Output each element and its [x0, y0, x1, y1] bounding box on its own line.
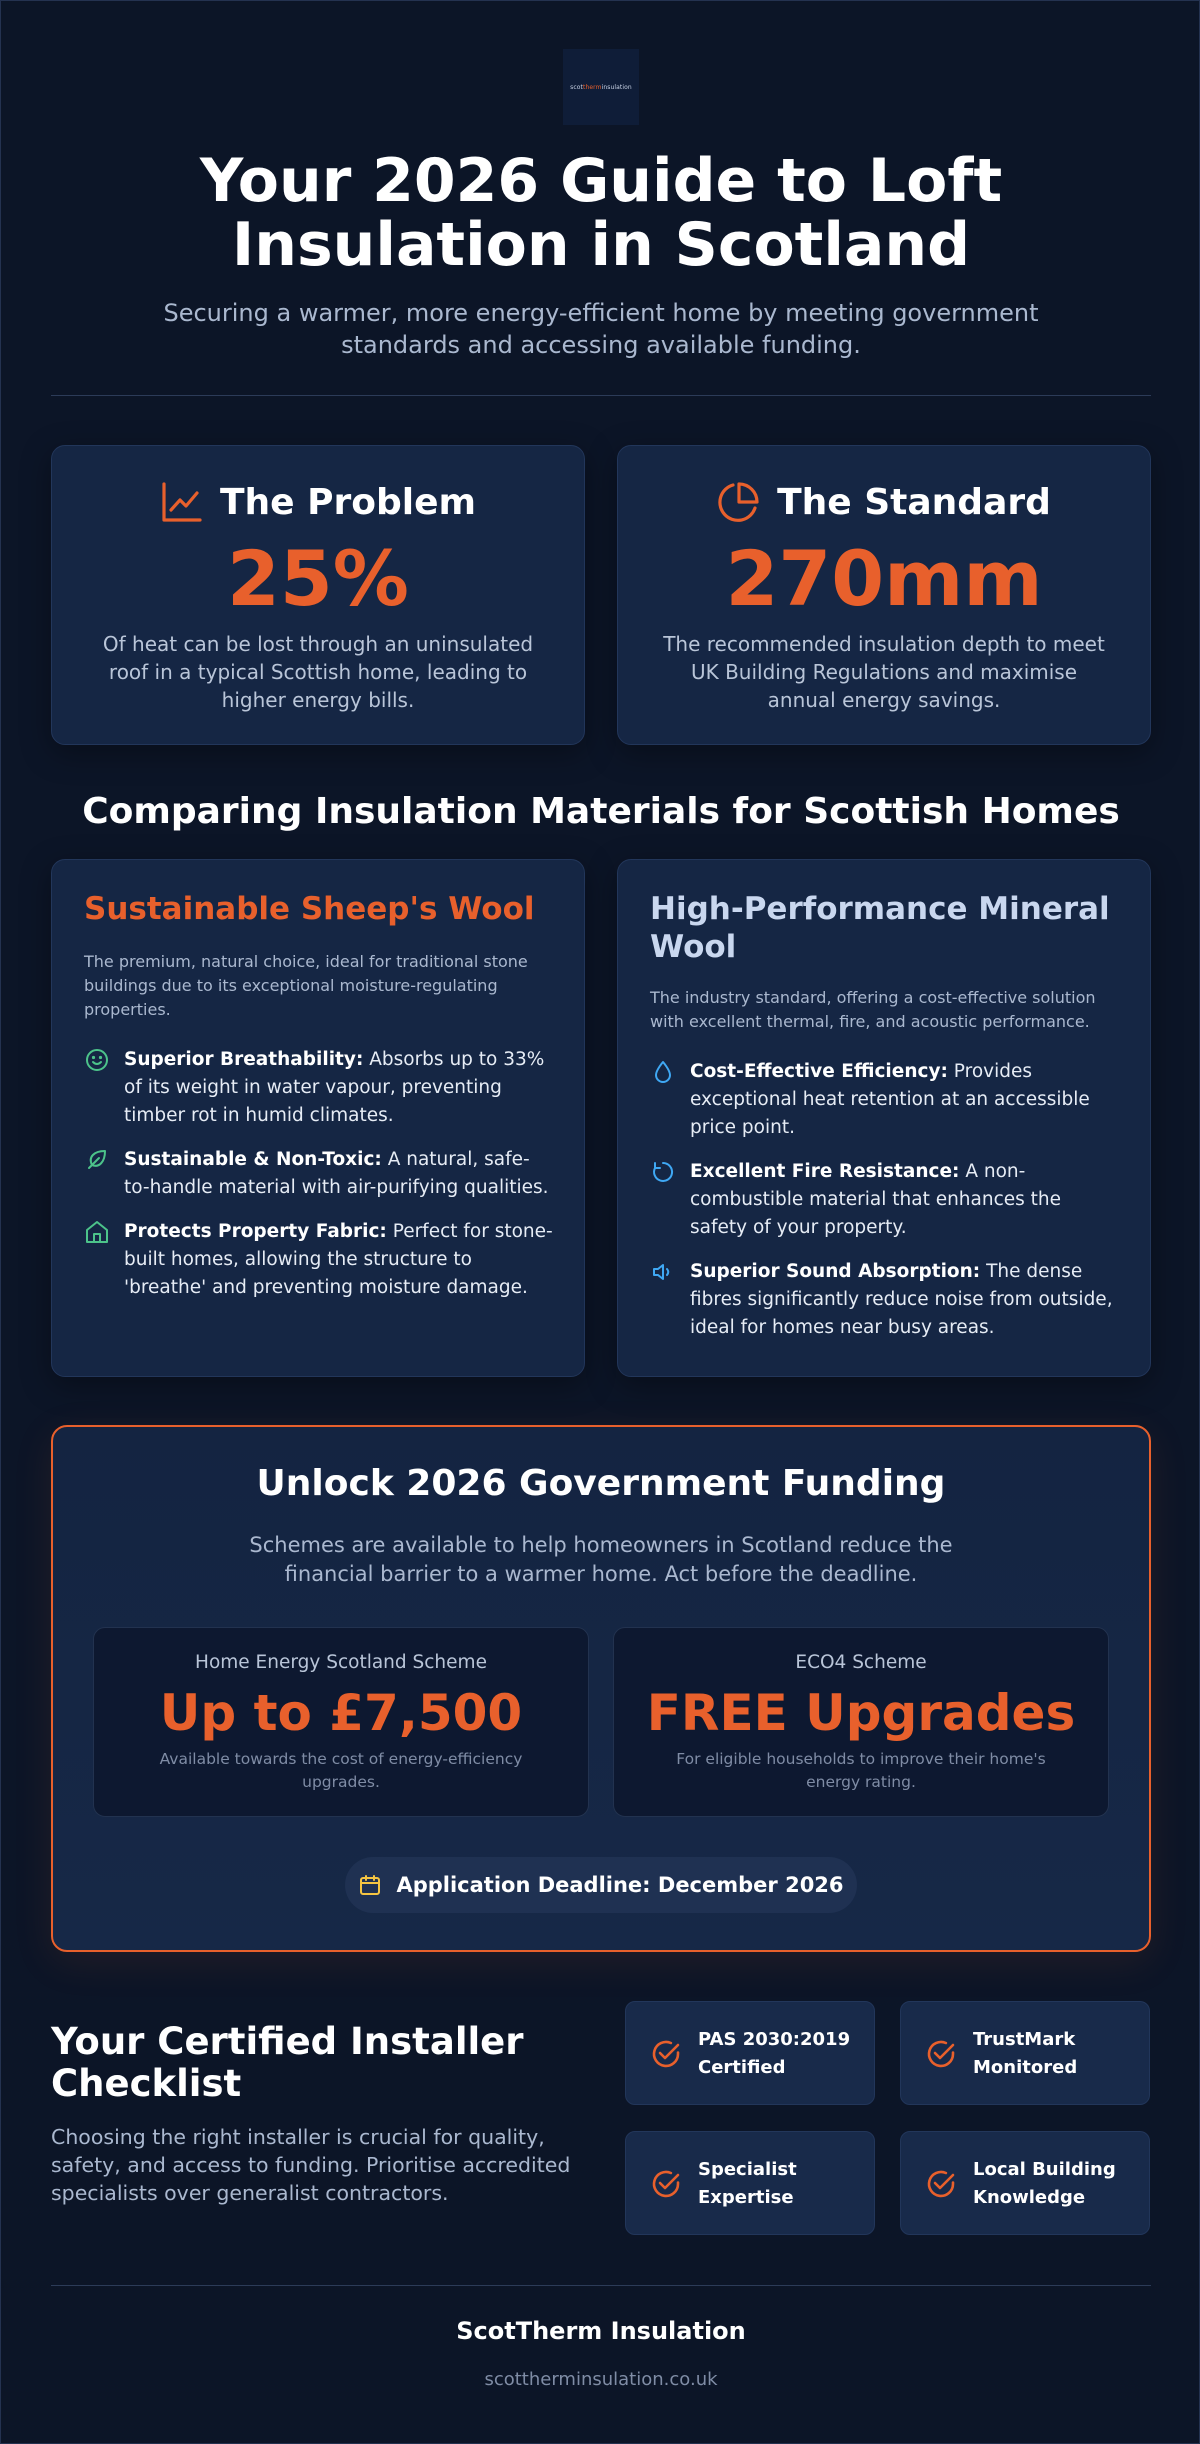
scheme-name: Home Energy Scotland Scheme — [195, 1652, 487, 1673]
checklist-item — [625, 2001, 875, 2105]
page-subtitle: Securing a warmer, more energy-efficient home by meeting government standards and accessing available funding. — [163, 299, 1039, 359]
feature-item — [84, 1146, 554, 1202]
footer-link[interactable]: scottherminsulation.co.uk — [484, 2369, 718, 2390]
logo-text-c: insulation — [601, 83, 632, 91]
chart-line-icon — [160, 480, 204, 524]
stat-header — [618, 480, 1150, 524]
stat-description: The recommended insulation depth to meet UK Building Regulations and maximise annual energy savings. — [663, 632, 1105, 712]
feature-body: The dense fibres significantly reduce noise from outside, ideal for homes near busy areas. — [690, 1261, 1113, 1338]
checklist-item — [900, 2001, 1150, 2105]
feature-item — [84, 1046, 554, 1130]
feature-body: A non-combustible material that enhances the safety of your property. — [690, 1161, 1062, 1238]
scheme-note: For eligible households to improve their home's energy rating. — [676, 1750, 1046, 1791]
funding-subtitle: Schemes are available to help homeowners in Scotland reduce the financial barrier to a warmer home. Act before the deadline. — [249, 1533, 953, 1586]
scheme-amount: FREE Upgrades — [646, 1684, 1076, 1742]
logo-text-a: scot — [570, 83, 584, 91]
feature-item — [650, 1058, 1120, 1142]
feature-heading: Excellent Fire Resistance: — [690, 1161, 960, 1182]
check-circle-icon — [650, 2168, 682, 2200]
pie-chart-icon — [717, 480, 761, 524]
stat-label: The Problem — [219, 481, 477, 523]
feature-heading: Superior Breathability: — [124, 1049, 364, 1070]
material-intro: The premium, natural choice, ideal for traditional stone buildings due to its exceptional moisture-regulating properties. — [84, 952, 528, 1019]
feature-text — [124, 1146, 554, 1202]
feature-text — [690, 1158, 1120, 1242]
material-card-mineral-wool — [617, 859, 1151, 1377]
smile-icon — [84, 1047, 110, 1073]
feature-text — [124, 1218, 554, 1302]
scheme-note: Available towards the cost of energy-efficiency upgrades. — [159, 1750, 523, 1791]
checklist-item-label: TrustMark Monitored — [973, 2029, 1078, 2078]
speaker-icon — [650, 1259, 676, 1285]
checklist-item-label: Specialist Expertise — [698, 2159, 797, 2208]
scheme-name: ECO4 Scheme — [795, 1652, 927, 1673]
refresh-icon — [650, 1159, 676, 1185]
stat-value: 25% — [227, 534, 409, 623]
stat-description: Of heat can be lost through an uninsulated roof in a typical Scottish home, leading to higher energy bills. — [102, 632, 534, 712]
deadline-badge — [345, 1857, 857, 1913]
footer-brand: ScotTherm Insulation — [456, 2317, 746, 2345]
scheme-card-eco4 — [613, 1627, 1109, 1817]
checklist-subtitle: Choosing the right installer is crucial for quality, safety, and access to funding. Prioritise accredited specialists over generalist contractors. — [51, 2125, 571, 2205]
stat-header — [52, 480, 584, 524]
feature-heading: Cost-Effective Efficiency: — [690, 1061, 948, 1082]
feature-item — [650, 1258, 1120, 1342]
feature-text — [124, 1046, 554, 1130]
check-circle-icon — [650, 2038, 682, 2070]
calendar-icon — [358, 1873, 382, 1897]
stat-value: 270mm — [725, 534, 1043, 623]
feature-item — [84, 1218, 554, 1302]
leaf-icon — [84, 1147, 110, 1173]
stat-label: The Standard — [777, 481, 1051, 523]
feature-body: A natural, safe-to-handle material with air-purifying qualities. — [124, 1149, 549, 1198]
stat-card-standard — [617, 445, 1151, 745]
feature-heading: Superior Sound Absorption: — [690, 1261, 981, 1282]
material-title: Sustainable Sheep's Wool — [84, 891, 535, 927]
logo-text-b: therm — [583, 83, 602, 91]
checklist-item-label: PAS 2030:2019 Certified — [698, 2029, 851, 2078]
footer-divider — [51, 2285, 1151, 2286]
feature-heading: Sustainable & Non-Toxic: — [124, 1149, 382, 1170]
feature-body: Provides exceptional heat retention at an accessible price point. — [690, 1061, 1090, 1138]
check-circle-icon — [925, 2038, 957, 2070]
comparison-title: Comparing Insulation Materials for Scottish Homes — [82, 791, 1120, 832]
material-intro: The industry standard, offering a cost-effective solution with excellent thermal, fire, and acoustic performance. — [650, 988, 1096, 1031]
page-title: Your 2026 Guide to Loft Insulation in Scotland — [199, 146, 1003, 280]
checklist-item-label: Local Building Knowledge — [973, 2159, 1116, 2208]
scheme-card-home-energy-scotland — [93, 1627, 589, 1817]
funding-title: Unlock 2026 Government Funding — [256, 1463, 946, 1504]
feature-text — [690, 1258, 1120, 1342]
divider — [51, 395, 1151, 396]
feature-body: Absorbs up to 33% of its weight in water vapour, preventing timber rot in humid climates. — [124, 1049, 545, 1126]
checklist-title: Your Certified Installer Checklist — [51, 2020, 524, 2105]
stat-card-problem — [51, 445, 585, 745]
material-card-sheeps-wool — [51, 859, 585, 1377]
feature-heading: Protects Property Fabric: — [124, 1221, 387, 1242]
feature-item — [650, 1158, 1120, 1242]
home-icon — [84, 1219, 110, 1245]
funding-panel — [51, 1425, 1151, 1952]
feature-text — [690, 1058, 1120, 1142]
checklist-item — [625, 2131, 875, 2235]
deadline-text: Application Deadline: December 2026 — [396, 1873, 844, 1897]
feature-body: Perfect for stone-built homes, allowing the structure to 'breathe' and preventing moisture damage. — [124, 1221, 553, 1298]
droplet-icon — [650, 1059, 676, 1085]
check-circle-icon — [925, 2168, 957, 2200]
scheme-amount: Up to £7,500 — [159, 1684, 523, 1742]
brand-logo[interactable] — [563, 49, 639, 125]
checklist-item — [900, 2131, 1150, 2235]
material-title: High-Performance Mineral Wool — [650, 891, 1110, 965]
